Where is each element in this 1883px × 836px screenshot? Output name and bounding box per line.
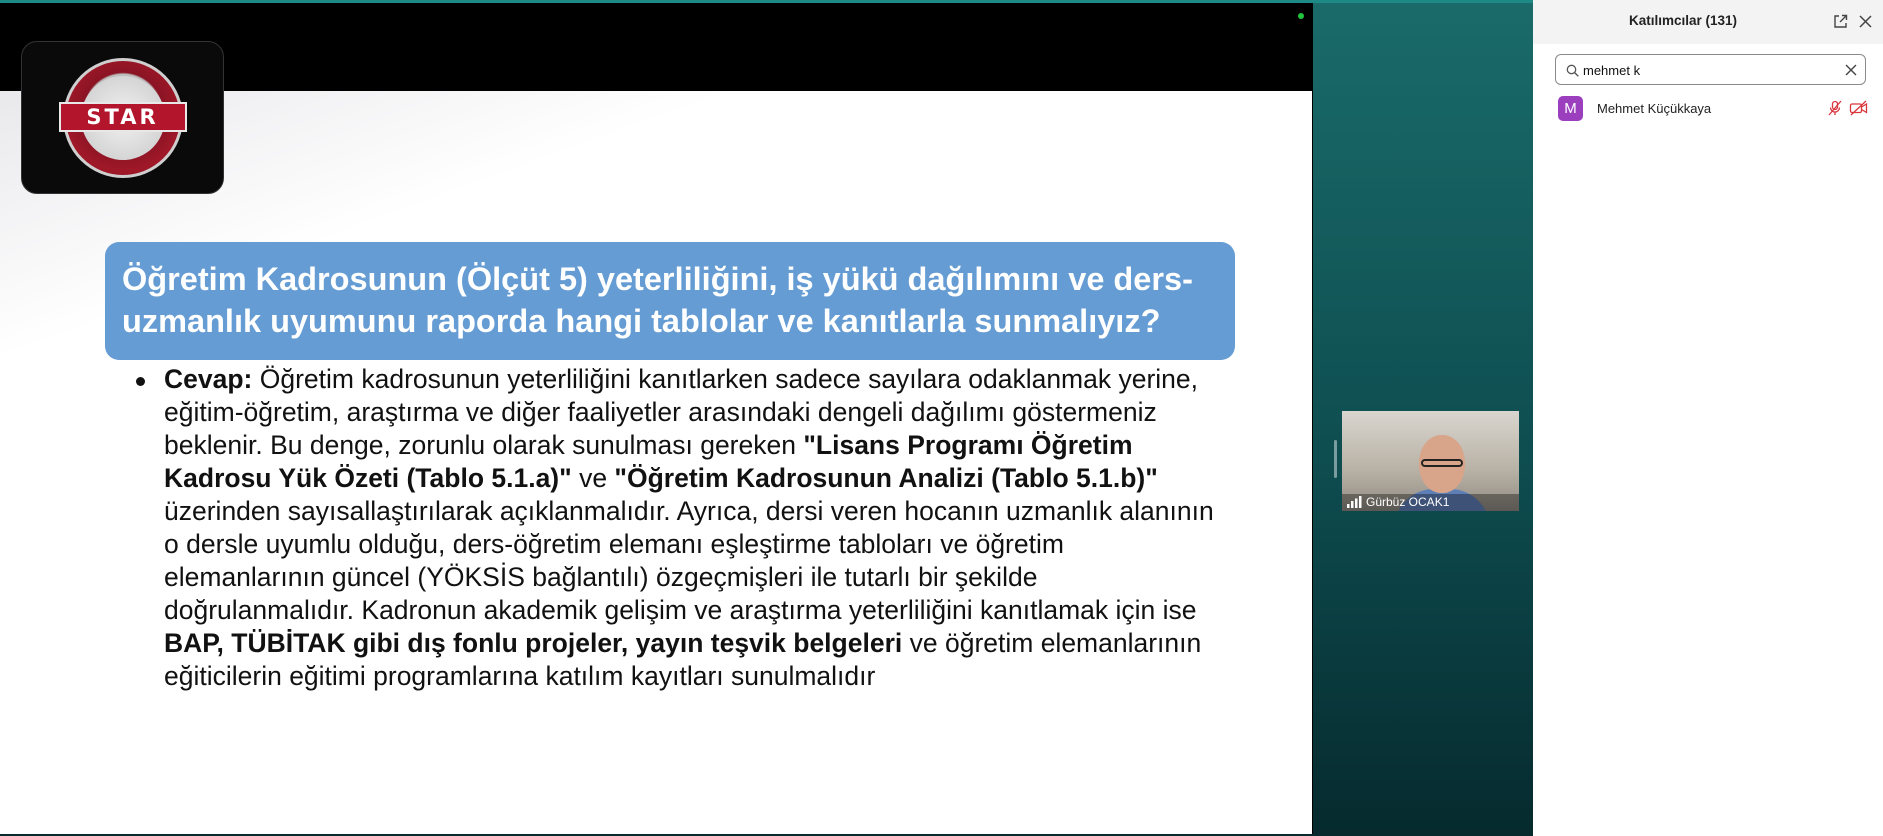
search-input[interactable] xyxy=(1583,60,1833,80)
clear-search-icon[interactable] xyxy=(1845,64,1857,76)
bullet-icon xyxy=(136,377,145,386)
shared-screen xyxy=(0,3,1313,834)
video-tile-name: Gürbüz OCAK1 xyxy=(1342,494,1519,511)
answer-text-4: ve öğretim elemanlarının eğiticilerin eğitimi programlarına katılım kayıtları sunulmalıdır xyxy=(164,628,1202,691)
answer-text-1: Öğretim kadrosunun yeterliliğini kanıtlarken sadece sayılara odaklanmak yerine, eğitim-öğretim, araştırma ve diğer faaliyetler arasındaki dengeli dağılımı göstermeniz beklenir. Bu denge, zorunlu olarak sunulması gereken xyxy=(164,364,1199,460)
logo-badge xyxy=(59,54,187,182)
answer-bold-2: "Öğretim Kadrosunun Analizi (Tablo 5.1.b)" xyxy=(614,463,1158,493)
mic-off-icon xyxy=(1827,100,1843,116)
signal-strength-icon xyxy=(1346,496,1362,508)
participant-search[interactable] xyxy=(1555,54,1866,85)
popout-icon[interactable] xyxy=(1833,14,1848,29)
star-logo xyxy=(21,41,224,194)
panel-header xyxy=(1533,0,1883,44)
participant-row[interactable] xyxy=(1533,92,1883,124)
status-dot xyxy=(1298,13,1304,19)
avatar: M xyxy=(1558,96,1583,121)
logo-ribbon: STAR xyxy=(59,102,187,132)
answer-text-3: üzerinden sayısallaştırılarak açıklanmalıdır. Ayrıca, dersi veren hocanın uzmanlık alanının o dersle uyumlu olduğu, ders-öğretim elemanı eşleştirme tabloları ve öğretim elemanlarının güncel (YÖKSİS bağlantılı) özgeçmişleri ile tutarlı bir şekilde doğrulanmalıdır. Kadronun akademik gelişim ve araştırma yeterliliğini kanıtlamak için ise xyxy=(164,496,1214,625)
answer-paragraph xyxy=(164,363,1224,693)
answer-bold-1: "Lisans Programı Öğretim Kadrosu Yük Özeti (Tablo 5.1.a)" xyxy=(164,430,1133,493)
answer-label: Cevap: xyxy=(164,364,253,394)
participant-name: Mehmet Küçükkaya xyxy=(1597,101,1712,116)
participants-panel xyxy=(1533,0,1883,836)
video-person-glasses xyxy=(1421,459,1463,467)
panel-title: Katılımcılar (131) xyxy=(1628,13,1738,28)
camera-off-icon xyxy=(1849,100,1869,116)
slide-answer xyxy=(136,363,1236,693)
slide-title: Öğretim Kadrosunun (Ölçüt 5) yeterliliğini, iş yükü dağılımını ve ders-uzmanlık uyumunu raporda hangi tablolar ve kanıtlarla sunmalıyız? xyxy=(105,242,1235,360)
participant-video-tile[interactable] xyxy=(1342,411,1519,511)
stage-resize-handle[interactable] xyxy=(1334,440,1337,478)
search-icon xyxy=(1566,64,1579,77)
close-icon[interactable] xyxy=(1859,15,1872,28)
answer-bold-3: BAP, TÜBİTAK gibi dış fonlu projeler, yayın teşvik belgeleri xyxy=(164,628,903,658)
answer-text-2: ve xyxy=(571,463,615,493)
